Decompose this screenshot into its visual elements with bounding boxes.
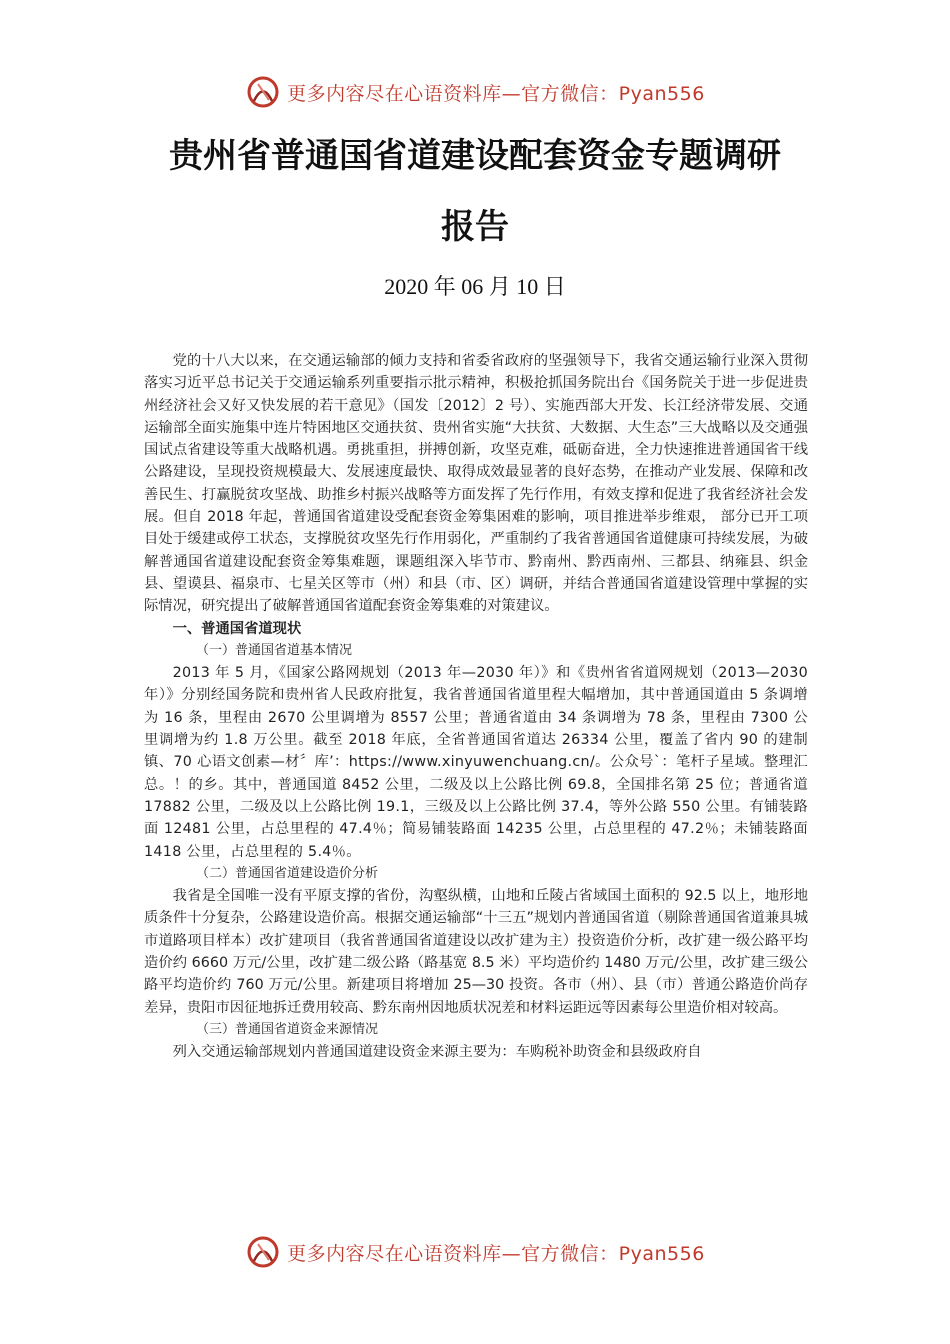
document-title-line2: 报告 [441,207,509,247]
document-title-line1: 贵州省普通国省道建设配套资金专题调研 [169,136,781,176]
subsection-heading: （三）普通国省道资金来源情况 [196,1021,379,1037]
watermark-text: 更多内容尽在心语资料库—官方微信：Pyan556 [287,82,705,105]
body-paragraph: 2013 年 5 月，《国家公路网规划（2013 年—2030 年）》和《贵州省省道网规划（2013—2030 年）》分别经国务院和贵州省人民政府批复，我省普通国省道里程大幅增加，其中普通国道由 5 条调增为 16 条，里程由 2670 公里调增为 8557 公里；普通省道由 34 条调增为 78 条，里程由 7300 公里调增为约 1.8 万公里。截至 2018 年底，全省普通国省道达 26334 公里，覆盖了省内 90 的建制镇、70 心语文创素—材〞库’：https://www.xinyuwenchuang.cn/。公众号`：笔杆子星域。整理汇总。！的乡。其中，普通国道 8452 公里，二级及以上公路比例 69.8，全国排名第 25 位；普通省道 17882 公里，二级及以上公路比例 19.1，三级及以上公路比例 37.4，等外公路 550 公里。有铺装路面 12481 公里，占总里程的 47.4％；简易铺装路面 14235 公里，占总里程的 47.2％；未铺装路面 1418 公里，占总里程的 5.4％。 [144,665,808,860]
watermark-footer [0,1230,950,1274]
watermark-header [0,70,950,114]
body-paragraph: 列入交通运输部规划内普通国道建设资金来源主要为：车购税补助资金和县级政府自 [172,1044,702,1061]
document-body [144,350,808,1064]
document-date: 2020 年 06 月 10 日 [384,274,566,299]
ribbon-logo-icon [245,1234,281,1270]
subsection-heading: （一）普通国省道基本情况 [196,642,353,658]
section-heading: 一、普通国省道现状 [172,620,302,637]
ribbon-logo-icon [245,74,281,110]
subsection-heading: （二）普通国省道建设造价分析 [196,865,379,881]
body-paragraph: 我省是全国唯一没有平原支撑的省份，沟壑纵横，山地和丘陵占省域国土面积的 92.5 以上，地形地质条件十分复杂，公路建设造价高。根据交通运输部“十三五”规划内普通国省道（剔除普通国省道兼具城市道路项目样本）改扩建项目（我省普通国省道建设以改扩建为主）投资造价分析，改扩建一级公路平均造价约 6660 万元/公里，改扩建二级公路（路基宽 8.5 米）平均造价约 1480 万元/公里，改扩建三级公路平均造价约 760 万元/公里。新建项目将增加 25—30 投资。各市（州）、县（市）普通公路造价尚存差异，贵阳市因征地拆迁费用较高、黔东南州因地质状况差和材料运距远等因素每公里造价相对较高。 [144,888,808,1016]
intro-paragraph: 党的十八大以来，在交通运输部的倾力支持和省委省政府的坚强领导下，我省交通运输行业深入贯彻落实习近平总书记关于交通运输系列重要指示批示精神，积极抢抓国务院出台《国务院关于进一步促进贵州经济社会又好又快发展的若干意见》（国发〔2012〕2 号）、实施西部大开发、长江经济带发展、交通运输部全面实施集中连片特困地区交通扶贫、贵州省实施“大扶贫、大数据、大生态”三大战略以及交通强国试点省建设等重大战略机遇。勇挑重担，拼搏创新，攻坚克难，砥砺奋进，全力快速推进普通国省干线公路建设，呈现投资规模最大、发展速度最快、取得成效最显著的良好态势，在推动产业发展、保障和改善民生、打赢脱贫攻坚战、助推乡村振兴战略等方面发挥了先行作用，有效支撑和促进了我省经济社会发展。但自 2018 年起，普通国省道建设受配套资金筹集困难的影响，项目推进举步维艰， 部分已开工项目处于缓建或停工状态，支撑脱贫攻坚先行作用弱化，严重制约了我省普通国省道健康可持续发展，为破解普通国省道建设配套资金筹集难题，课题组深入毕节市、黔南州、黔西南州、三都县、纳雍县、织金县、望谟县、福泉市、七星关区等市（州）和县（市、区）调研，并结合普通国省道建设管理中掌握的实际情况，研究提出了破解普通国省道配套资金筹集难的对策建议。 [144,353,808,615]
watermark-text: 更多内容尽在心语资料库—官方微信：Pyan556 [287,1242,705,1265]
